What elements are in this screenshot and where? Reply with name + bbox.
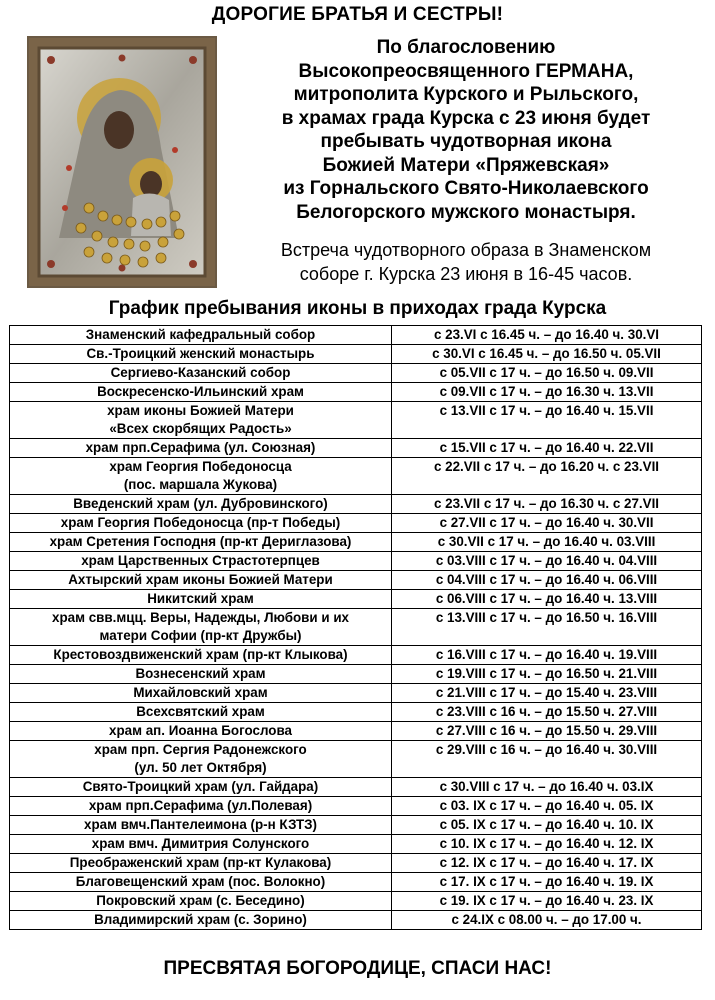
period-cell: с 03. IX с 17 ч. – до 16.40 ч. 05. IX (392, 797, 702, 816)
church-name-cell: храм иконы Божией Матери «Всех скорбящих Радость» (10, 402, 392, 439)
table-row (10, 665, 702, 684)
icon-image (27, 36, 217, 288)
table-row (10, 402, 702, 439)
table-row (10, 571, 702, 590)
blessing-line: Высокопреосвященного ГЕРМАНА, (298, 60, 634, 82)
period-cell: с 15.VII с 17 ч. – до 16.40 ч. 22.VII (392, 439, 702, 458)
church-name-cell: Владимирский храм (с. Зорино) (10, 911, 392, 930)
closing-prayer: ПРЕСВЯТАЯ БОГОРОДИЦЕ, СПАСИ НАС! (163, 958, 552, 979)
period-cell: с 29.VIII с 16 ч. – до 16.40 ч. 30.VIII (392, 741, 702, 778)
period-cell: с 16.VIII с 17 ч. – до 16.40 ч. 19.VIII (392, 646, 702, 665)
period-cell: с 22.VII с 17 ч. – до 16.20 ч. с 23.VII (392, 458, 702, 495)
table-row (10, 533, 702, 552)
table-row (10, 439, 702, 458)
blessing-line: пребывать чудотворная икона (320, 131, 612, 152)
period-cell: с 13.VIII с 17 ч. – до 16.50 ч. 16.VIII (392, 609, 702, 646)
period-cell: с 19. IX с 17 ч. – до 16.40 ч. 23. IX (392, 892, 702, 911)
table-row (10, 911, 702, 930)
church-name-cell: храм вмч.Пантелеимона (р-н КЗТЗ) (10, 816, 392, 835)
period-cell: с 04.VIII с 17 ч. – до 16.40 ч. 06.VIII (392, 571, 702, 590)
table-row (10, 854, 702, 873)
table-row (10, 892, 702, 911)
church-name-cell: Свято-Троицкий храм (ул. Гайдара) (10, 778, 392, 797)
table-row (10, 590, 702, 609)
period-cell: с 13.VII с 17 ч. – до 16.40 ч. 15.VII (392, 402, 702, 439)
meeting-text (222, 238, 710, 286)
table-row (10, 722, 702, 741)
table-row (10, 364, 702, 383)
church-name-cell: храм прп.Серафима (ул.Полевая) (10, 797, 392, 816)
church-name-cell: Сергиево-Казанский собор (10, 364, 392, 383)
church-name-cell: храм прп. Сергия Радонежского (ул. 50 лет Октября) (10, 741, 392, 778)
blessing-text (222, 36, 710, 224)
page-title: ДОРОГИЕ БРАТЬЯ И СЕСТРЫ! (211, 4, 504, 25)
church-name-cell: Преображенский храм (пр-кт Кулакова) (10, 854, 392, 873)
table-row (10, 873, 702, 892)
blessing-line: из Горнальского Свято-Николаевского (283, 178, 649, 199)
meeting-line: Встреча чудотворного образа в Знаменском (280, 240, 652, 260)
table-row (10, 703, 702, 722)
table-row (10, 345, 702, 364)
period-cell: с 30.VII с 17 ч. – до 16.40 ч. 03.VIII (392, 533, 702, 552)
period-cell: с 06.VIII с 17 ч. – до 16.40 ч. 13.VIII (392, 590, 702, 609)
church-name-cell: Всехсвятский храм (10, 703, 392, 722)
table-row (10, 684, 702, 703)
church-name-cell: Покровский храм (с. Беседино) (10, 892, 392, 911)
table-row (10, 495, 702, 514)
period-cell: с 05. IX с 17 ч. – до 16.40 ч. 10. IX (392, 816, 702, 835)
church-name-cell: Благовещенский храм (пос. Волокно) (10, 873, 392, 892)
period-cell: с 27.VII с 17 ч. – до 16.40 ч. 30.VII (392, 514, 702, 533)
meeting-line: соборе г. Курска 23 июня в 16-45 часов. (299, 264, 633, 284)
table-row (10, 552, 702, 571)
period-cell: с 21.VIII с 17 ч. – до 15.40 ч. 23.VIII (392, 684, 702, 703)
period-cell: с 23.VII с 17 ч. – до 16.30 ч. с 27.VII (392, 495, 702, 514)
period-cell: с 09.VII с 17 ч. – до 16.30 ч. 13.VII (392, 383, 702, 402)
blessing-line: в храмах града Курска с 23 июня будет (281, 107, 651, 129)
church-name-cell: храм Георгия Победоносца (пос. маршала Жукова) (10, 458, 392, 495)
church-name-cell: Ахтырский храм иконы Божией Матери (10, 571, 392, 590)
church-name-cell: храм Георгия Победоносца (пр-т Победы) (10, 514, 392, 533)
table-row (10, 609, 702, 646)
blessing-line: По благословению (376, 37, 556, 58)
period-cell: с 23.VI с 16.45 ч. – до 16.40 ч. 30.VI (392, 326, 702, 345)
church-name-cell: Введенский храм (ул. Дубровинского) (10, 495, 392, 514)
blessing-line: Белогорского мужского монастыря. (296, 201, 636, 223)
table-row (10, 778, 702, 797)
church-name-cell: Крестовоздвиженский храм (пр-кт Клыкова) (10, 646, 392, 665)
table-row (10, 514, 702, 533)
blessing-line: митрополита Курского и Рыльского, (293, 84, 639, 105)
period-cell: с 19.VIII с 17 ч. – до 16.50 ч. 21.VIII (392, 665, 702, 684)
schedule-table (9, 325, 702, 930)
church-name-cell: Михайловский храм (10, 684, 392, 703)
church-name-cell: храм ап. Иоанна Богослова (10, 722, 392, 741)
church-name-cell: Св.-Троицкий женский монастырь (10, 345, 392, 364)
church-name-cell: Знаменский кафедральный собор (10, 326, 392, 345)
church-name-cell: Никитский храм (10, 590, 392, 609)
church-name-cell: храм свв.мцц. Веры, Надежды, Любови и их матери Софии (пр-кт Дружбы) (10, 609, 392, 646)
table-row (10, 326, 702, 345)
period-cell: с 27.VIII с 16 ч. – до 15.50 ч. 29.VIII (392, 722, 702, 741)
period-cell: с 23.VIII с 16 ч. – до 15.50 ч. 27.VIII (392, 703, 702, 722)
schedule-title: График пребывания иконы в приходах града Курска (108, 298, 607, 319)
table-row (10, 797, 702, 816)
church-name-cell: Воскресенско-Ильинский храм (10, 383, 392, 402)
table-row (10, 835, 702, 854)
table-row (10, 816, 702, 835)
period-cell: с 30.VIII с 17 ч. – до 16.40 ч. 03.IX (392, 778, 702, 797)
blessing-line: Божией Матери «Пряжевская» (322, 154, 610, 176)
period-cell: с 30.VI с 16.45 ч. – до 16.50 ч. 05.VII (392, 345, 702, 364)
table-row (10, 383, 702, 402)
church-name-cell: храм вмч. Димитрия Солунского (10, 835, 392, 854)
table-row (10, 458, 702, 495)
period-cell: с 05.VII с 17 ч. – до 16.50 ч. 09.VII (392, 364, 702, 383)
period-cell: с 10. IX с 17 ч. – до 16.40 ч. 12. IX (392, 835, 702, 854)
church-name-cell: храм Царственных Страстотерпцев (10, 552, 392, 571)
church-name-cell: храм прп.Серафима (ул. Союзная) (10, 439, 392, 458)
period-cell: с 24.IX с 08.00 ч. – до 17.00 ч. (392, 911, 702, 930)
church-name-cell: Вознесенский храм (10, 665, 392, 684)
period-cell: с 03.VIII с 17 ч. – до 16.40 ч. 04.VIII (392, 552, 702, 571)
period-cell: с 17. IX с 17 ч. – до 16.40 ч. 19. IX (392, 873, 702, 892)
table-row (10, 646, 702, 665)
church-name-cell: храм Сретения Господня (пр-кт Дериглазова) (10, 533, 392, 552)
table-row (10, 741, 702, 778)
period-cell: с 12. IX с 17 ч. – до 16.40 ч. 17. IX (392, 854, 702, 873)
